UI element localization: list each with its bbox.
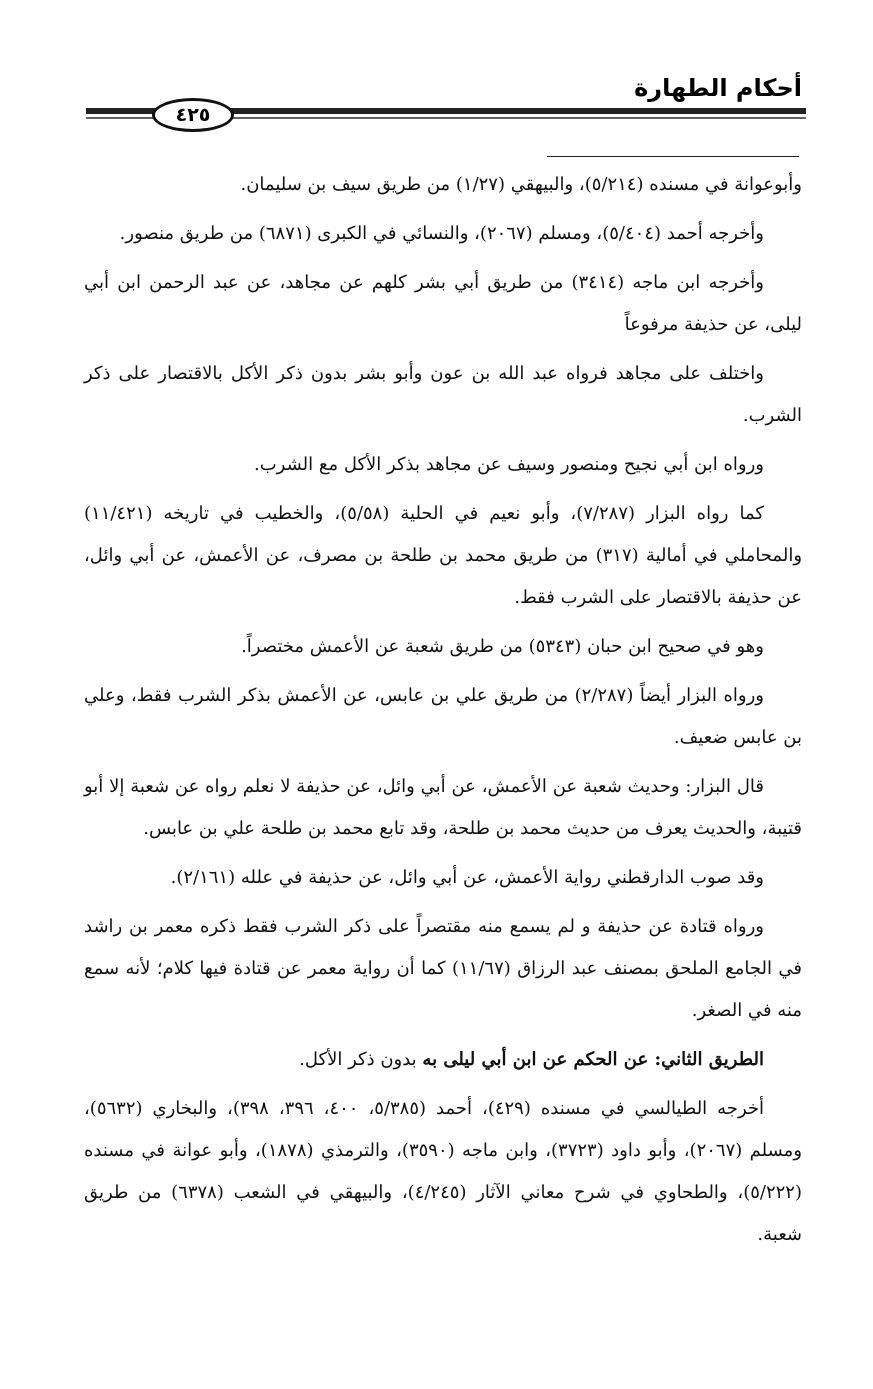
page-header xyxy=(86,70,806,132)
paragraph-2: وأخرجه أحمد (٥/٤٠٤)، ومسلم (٢٠٦٧)، والنسائي في الكبرى (٦٨٧١) من طريق منصور. xyxy=(119,223,764,244)
paragraph-9: قال البزار: وحديث شعبة عن الأعمش، عن أبي وائل، عن حذيفة لا نعلم رواه عن شعبة إلا أبو قتيبة، والحديث يعرف من حديث محمد بن طلحة، وقد تابع محمد بن طلحة علي بن عابس. xyxy=(84,776,802,839)
book-title: أحكام الطهارة xyxy=(634,74,802,102)
section-heading-paragraph xyxy=(84,1039,802,1081)
paragraph-6: كما رواه البزار (٧/٢٨٧)، وأبو نعيم في الحلية (٥/٥٨)، والخطيب في تاريخه (١١/٤٢١) والمحاملي في أمالية (٣١٧) من طريق محمد بن طلحة بن مصرف، عن الأعمش، عن أبي وائل، عن حذيفة بالاقتصار على الشرب فقط. xyxy=(84,503,803,608)
paragraph-5: ورواه ابن أبي نجيح ومنصور وسيف عن مجاهد بذكر الأكل مع الشرب. xyxy=(254,454,764,475)
page-body xyxy=(84,164,802,1334)
paragraph-1: وأبوعوانة في مسنده (٥/٢١٤)، والبيهقي (١/٢٧) من طريق سيف بن سليمان. xyxy=(240,174,802,195)
paragraph-4: واختلف على مجاهد فرواه عبد الله بن عون وأبو بشر بدون ذكر الأكل بالاقتصار على ذكر الشرب. xyxy=(84,363,802,426)
paragraph-last: أخرجه الطيالسي في مسنده (٤٢٩)، أحمد (٥/٣٨٥، ٤٠٠، ٣٩٦، ٣٩٨)، والبخاري (٥٦٣٢)، ومسلم (٢٠٦٧)، وأبو داود (٣٧٢٣)، وابن ماجه (٣٥٩٠)، والترمذي (١٨٧٨)، وأبو عوانة في مسنده (٥/٢٢٢)، والطحاوي في شرح معاني الآثار (٤/٢٤٥)، والبيهقي في الشعب (٦٣٧٨) من طريق شعبة. xyxy=(84,1098,803,1245)
section-heading-rest: بدون ذكر الأكل. xyxy=(299,1049,423,1070)
page-number: ٤٢٥ xyxy=(175,104,211,126)
paragraph-8: ورواه البزار أيضاً (٢/٢٨٧) من طريق علي بن عابس، عن الأعمش بذكر الشرب فقط، وعلي بن عابس ضعيف. xyxy=(84,685,802,748)
paragraph-11: ورواه قتادة عن حذيفة و لم يسمع منه مقتصراً على ذكر الشرب فقط ذكره معمر بن راشد في الجامع الملحق بمصنف عبد الرزاق (١١/٦٧) كما أن رواية معمر عن قتادة فيها كلام؛ لأنه سمع منه في الصغر. xyxy=(84,916,802,1021)
page-number-badge xyxy=(152,98,234,132)
footnote-separator xyxy=(547,156,799,157)
paragraph-10: وقد صوب الدارقطني رواية الأعمش، عن أبي وائل، عن حذيفة في علله (٢/١٦١). xyxy=(170,867,764,888)
section-heading: الطريق الثاني: عن الحكم عن ابن أبي ليلى به xyxy=(422,1049,764,1070)
paragraph-3: وأخرجه ابن ماجه (٣٤١٤) من طريق أبي بشر كلهم عن مجاهد، عن عبد الرحمن ابن أبي ليلى، عن حذيفة مرفوعاً xyxy=(84,272,802,335)
paragraph-7: وهو في صحيح ابن حبان (٥٣٤٣) من طريق شعبة عن الأعمش مختصراً. xyxy=(241,636,764,657)
